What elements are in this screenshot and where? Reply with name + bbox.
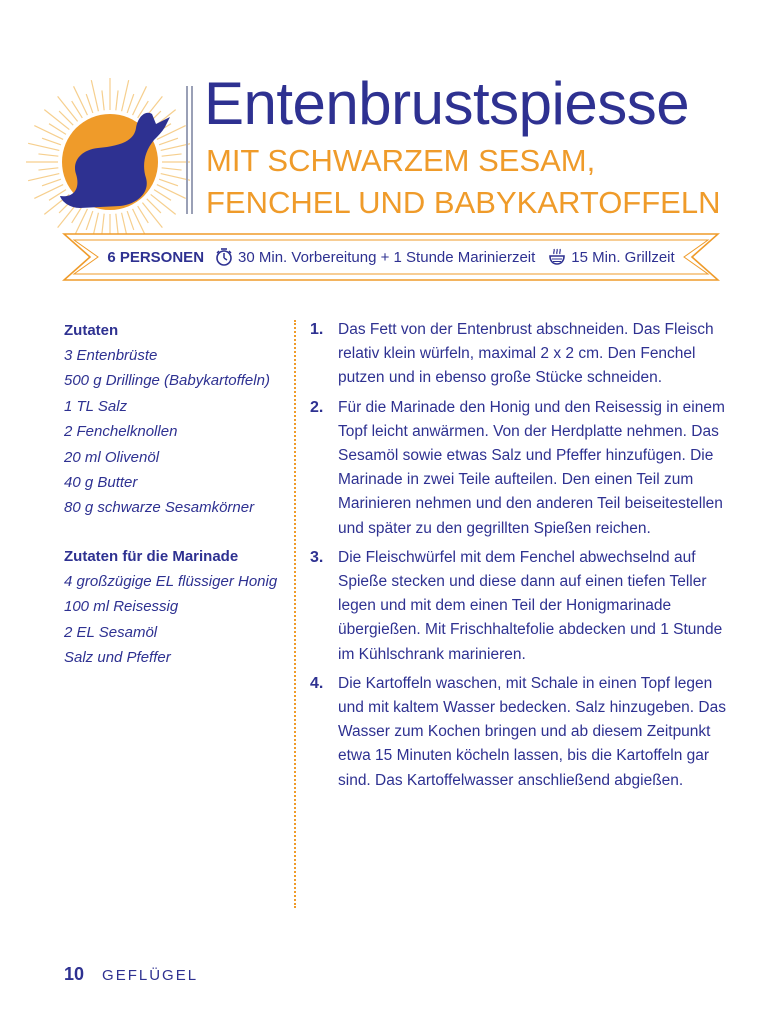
recipe-subtitle-line-1: MIT SCHWARZEM SESAM, xyxy=(206,143,596,178)
recipe-subtitle-line-2: FENCHEL UND BABYKARTOFFELN xyxy=(206,185,721,220)
servings: 6 PERSONEN xyxy=(107,248,205,266)
list-item: 2 EL Sesamöl xyxy=(64,623,158,641)
ingredients-heading: Zutaten xyxy=(64,322,119,339)
list-item: 4 großzügige EL flüssiger Honig xyxy=(64,572,278,590)
step-number: 4. xyxy=(310,674,324,692)
step-text: Die Kartoffeln waschen, mit Schale in einen Topf legen und mit kaltem Wasser bedecken. Salz hinzugeben. Das Wasser zum Kochen bringen und ab diesem Zeitpunkt etwa 15 Minuten köcheln lassen, bis die Kartoffeln gar sind. Das Kartoffelwasser anschließend abgießen. xyxy=(338,674,726,789)
instruction-step xyxy=(310,546,730,667)
ingredients-list xyxy=(64,343,284,521)
timer-icon xyxy=(214,247,234,267)
step-number: 2. xyxy=(310,398,324,416)
step-number: 1. xyxy=(310,321,324,338)
step-text: Für die Marinade den Honig und den Reisessig in einem Topf leicht anwärmen. Von der Herdplatte nehmen. Das Sesamöl sowie etwas Salz und Pfeffer hinzufügen. Die Marinade in zwei Teile aufteilen. Den einen Teil zum Marinieren nehmen und den anderen Teil beiseitestellen und später zu den gegrillten Spießen reichen. xyxy=(338,398,725,537)
grill-icon xyxy=(547,247,567,267)
info-banner xyxy=(62,230,720,284)
step-text: Das Fett von der Entenbrust abschneiden. Das Fleisch relativ klein würfeln, maximal 2 x 2 cm. Den Fenchel putzen und in ebenso große Stücke schneiden. xyxy=(338,321,714,387)
list-item: 1 TL Salz xyxy=(64,397,128,415)
list-item: 80 g schwarze Sesamkörner xyxy=(64,499,255,517)
instruction-step xyxy=(310,396,730,541)
ingredients-column xyxy=(64,318,284,670)
duck-sun-icon xyxy=(18,62,190,234)
step-number: 3. xyxy=(310,548,324,566)
step-text: Die Fleischwürfel mit dem Fenchel abwechselnd auf Spieße stecken und diese dann auf einen tiefen Teller legen und mit dem einen Teil der Honigmarinade übergießen. Mit Frischhaltefolie abdecken und 1 Stunde im Kühlschrank marinieren. xyxy=(338,548,723,663)
page-footer xyxy=(64,964,198,985)
list-item: 20 ml Olivenöl xyxy=(64,448,160,466)
list-item: 2 Fenchelknollen xyxy=(64,423,178,441)
list-item: 100 ml Reisessig xyxy=(64,598,179,616)
dotted-divider xyxy=(294,320,296,908)
instructions-list xyxy=(310,318,730,798)
marinade-list xyxy=(64,569,284,671)
recipe-title: Entenbrustspiesse xyxy=(204,70,690,137)
divider-line xyxy=(191,86,193,214)
list-item: 500 g Drillinge (Babykartoffeln) xyxy=(64,372,270,390)
grill-time: 15 Min. Grillzeit xyxy=(571,248,675,266)
list-item: 40 g Butter xyxy=(64,473,138,491)
list-item: Salz und Pfeffer xyxy=(64,648,171,666)
marinade-heading: Zutaten für die Marinade xyxy=(64,547,239,565)
section-name: GEFLÜGEL xyxy=(102,967,199,984)
instruction-step xyxy=(310,318,730,391)
page-number: 10 xyxy=(64,964,85,984)
prep-time: 30 Min. Vorbereitung + 1 Stunde Marinierzeit xyxy=(238,248,536,266)
divider-line xyxy=(186,86,188,214)
instruction-step xyxy=(310,672,730,793)
list-item: 3 Entenbrüste xyxy=(64,347,158,364)
